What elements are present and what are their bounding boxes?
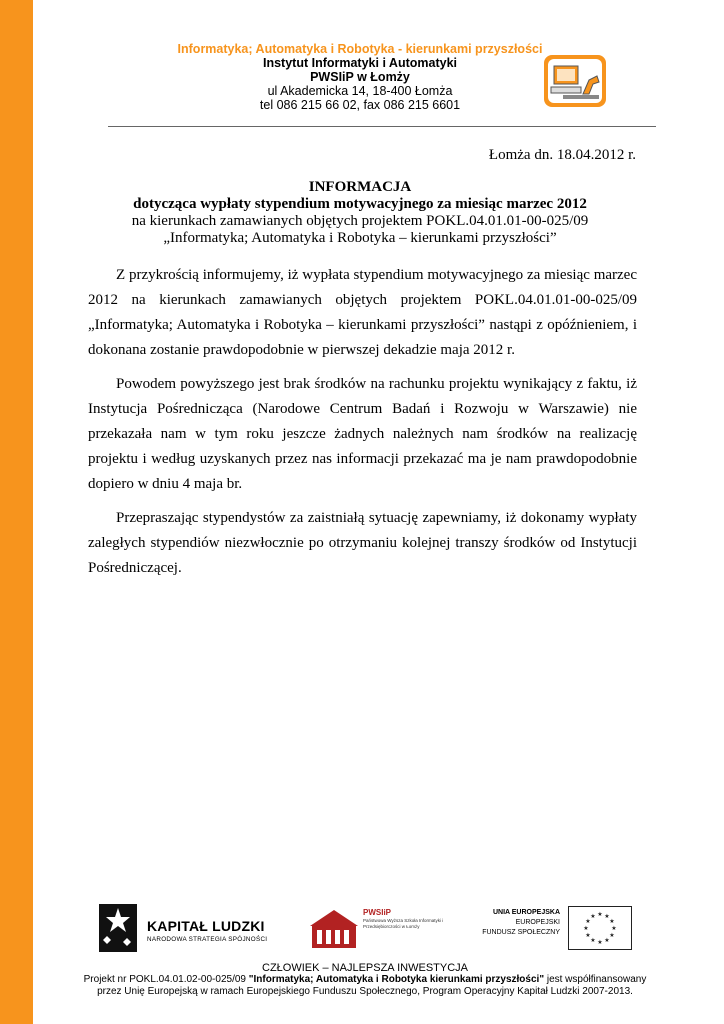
svg-text:★: ★ [590,937,596,944]
document-title: INFORMACJA [308,179,412,195]
letterhead-program-name: Informatyka; Automatyka i Robotyka - kierunkami przyszłości [177,42,543,56]
footer-funding-line: przez Unię Europejską w ramach Europejskiego Funduszu Społecznego, Program Operacyjny Kapitał Ludzki 2007-2013. [97,986,633,997]
letterhead-institute: Instytut Informatyki i Automatyki [262,56,457,70]
body-paragraph-2: Powodem powyższego jest brak środków na rachunku projektu wynikający z faktu, iż Instytucja Pośrednicząca (Narodowe Centrum Badań i Rozwoju w Warszawie) nie przekazała nam w tym roku jeszcze żadnych należnych nam środków na realizację projektu i według uzyskanych przez nas informacji przekazać ma je nam prawdopodobnie dopiero w dniu 4 maja br. [88,376,637,492]
letterhead-phone: tel 086 215 66 02, fax 086 215 6601 [259,98,461,112]
pwsiip-logo [308,906,448,954]
kapital-ludzki-subtitle: NARODOWA STRATEGIA SPÓJNOŚCI [147,936,268,943]
computer-robot-arm-icon [543,54,607,108]
footer-slogan: CZŁOWIEK – NAJLEPSZA INWESTYCJA [262,962,468,974]
kapital-ludzki-logo [95,898,270,958]
page-footer [60,962,670,998]
letterhead-school: PWSIiP w Łomży [310,70,410,84]
document-body [88,263,637,590]
svg-text:★: ★ [585,932,591,939]
document-title-block [60,179,660,247]
svg-text:★: ★ [609,918,615,925]
svg-text:★: ★ [597,939,603,946]
document-project-name: „Informatyka; Automatyka i Robotyka – kierunkami przyszłości” [163,230,557,246]
svg-text:★: ★ [597,911,603,918]
svg-text:★: ★ [611,925,617,932]
eu-line-3: FUNDUSZ SPOŁECZNY [482,929,560,936]
footer-project-line [60,974,670,986]
kapital-ludzki-title: KAPITAŁ LUDZKI [147,918,265,934]
svg-text:★: ★ [604,937,610,944]
footer-project-pre: Projekt nr POKL.04.01.02-00-025/09 [83,974,249,985]
header-divider [108,126,656,127]
orange-sidebar-stripe [0,0,33,1024]
document-date: Łomża dn. 18.04.2012 r. [488,147,636,163]
eu-line-1: UNIA EUROPEJSKA [492,909,560,916]
eu-line-2: EUROPEJSKI [515,919,560,926]
body-paragraph-3: Przepraszając stypendystów za zaistniałą sytuację zapewniamy, iż dokonamy wypłaty zaległych stypendiów niezwłocznie po otrzymaniu kolejnej transzy środków od Instytucji Pośredniczącej. [88,510,637,576]
body-paragraph-1: Z przykrością informujemy, iż wypłata stypendium motywacyjnego za miesiąc marzec 2012 na kierunkach zamawianych objętych projektem POKL.04.01.01-00-025/09 „Informatyka; Automatyka i Robotyka – kierunkami przyszłości” nastąpi z opóźnieniem, i dokonana zostanie prawdopodobnie w pierwszej dekadzie maja 2012 r. [88,267,637,358]
kapital-ludzki-emblem-icon [95,898,143,956]
svg-text:★: ★ [604,913,610,920]
document-project-line: na kierunkach zamawianych objętych projektem POKL.04.01.01-00-025/09 [131,213,589,229]
footer-project-name: "Informatyka; Automatyka i Robotyka kierunkami przyszłości" [248,974,545,985]
footer-project-post: jest współfinansowany [544,974,647,985]
svg-text:★: ★ [585,918,591,925]
svg-text:★: ★ [583,925,589,932]
pwsiip-name: PWSIiP [363,908,392,917]
svg-text:★: ★ [590,913,596,920]
document-subtitle: dotycząca wypłaty stypendium motywacyjnego za miesiąc marzec 2012 [133,196,587,212]
letterhead-address: ul Akademicka 14, 18-400 Łomża [267,84,453,98]
eu-fund-logo [472,904,637,954]
footer-logos [95,898,635,958]
eu-flag-icon [568,906,632,950]
pwsiip-building-icon [308,906,360,950]
eu-fund-text [472,908,560,938]
svg-text:★: ★ [609,932,615,939]
pwsiip-subtitle: Państwowa Wyższa Szkoła Informatyki i Przedsiębiorczości w Łomży [363,918,444,929]
